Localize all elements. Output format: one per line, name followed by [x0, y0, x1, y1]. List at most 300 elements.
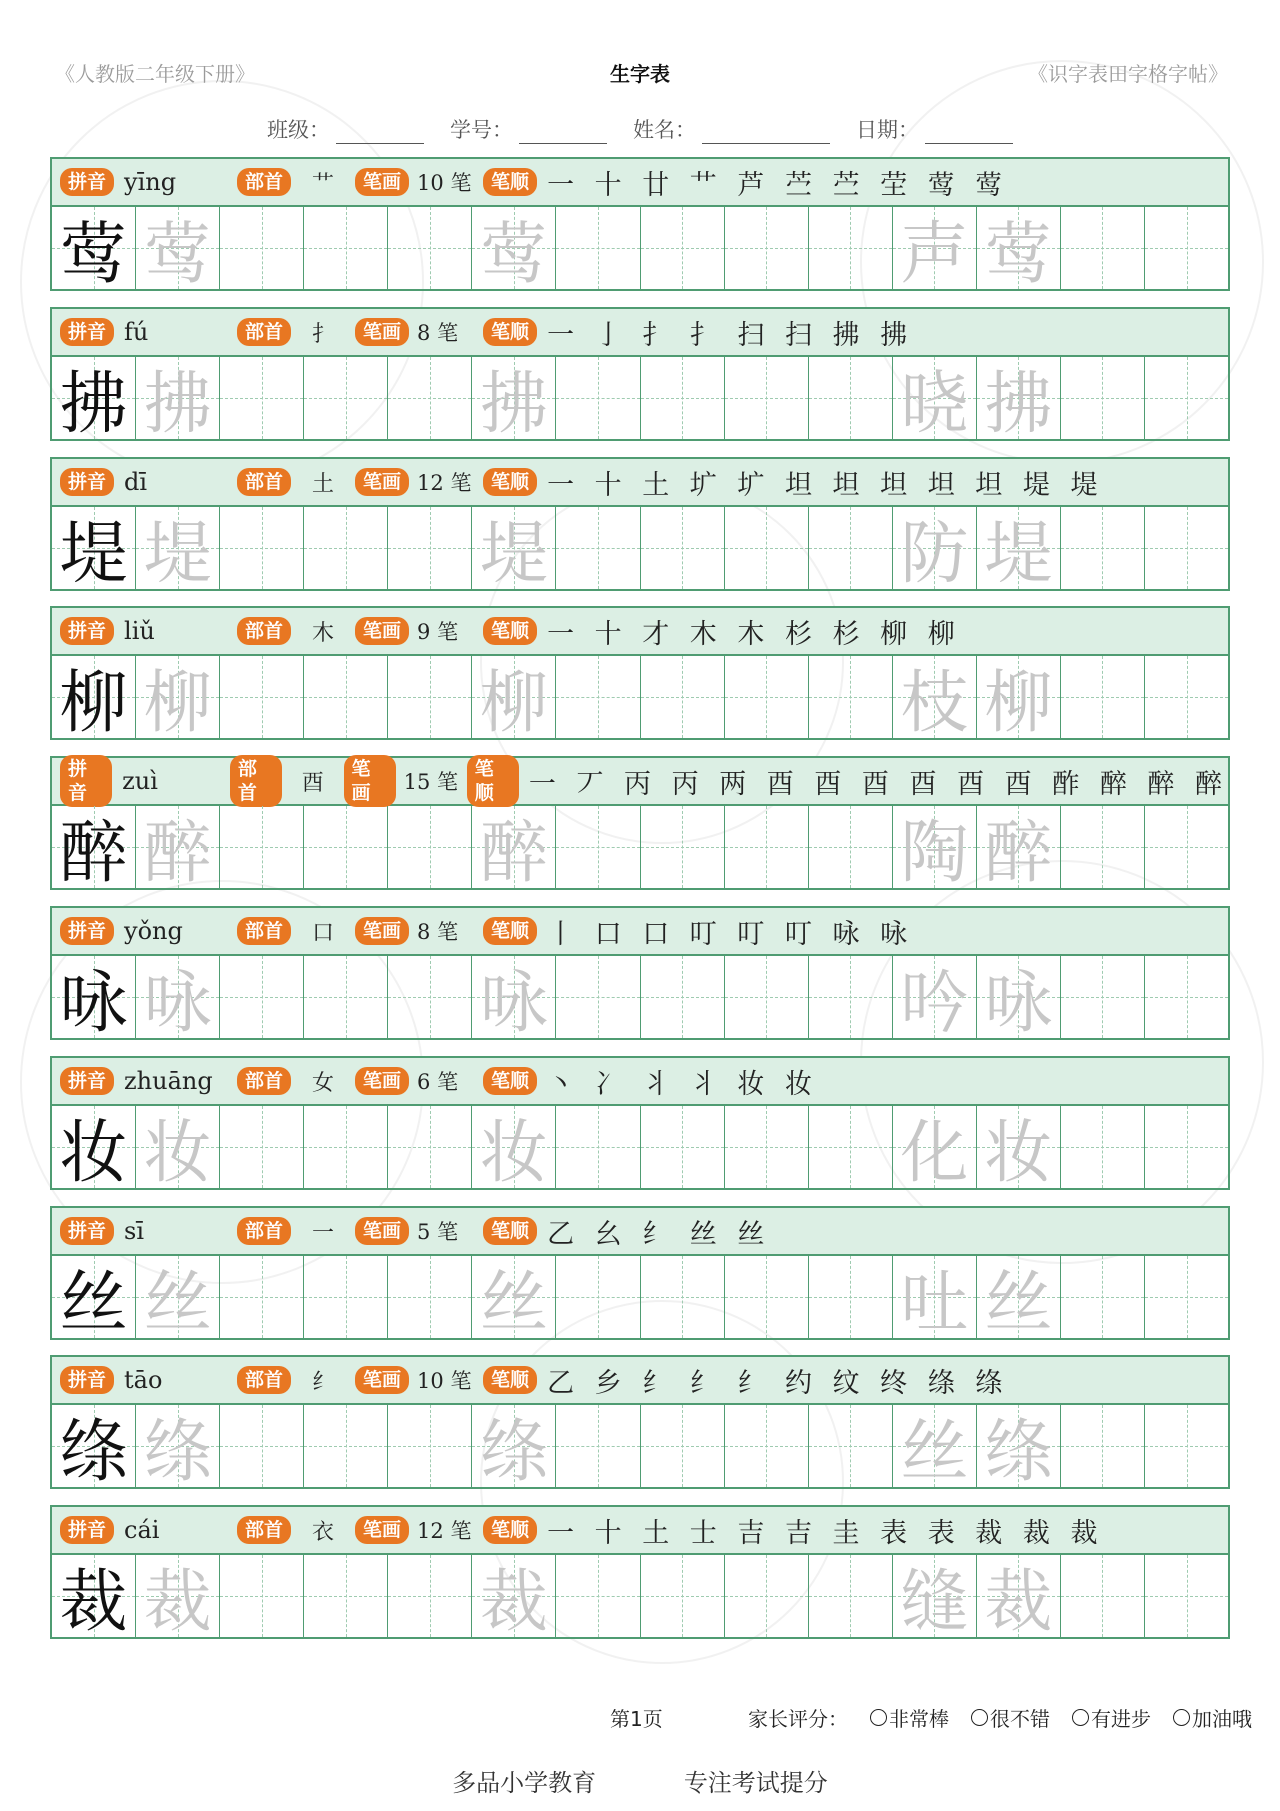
grid-cell[interactable]	[809, 207, 893, 289]
stroke-count-value: 10 笔	[417, 171, 472, 195]
grid-cell[interactable]	[304, 656, 388, 738]
grid-cell[interactable]	[388, 1405, 472, 1487]
trace-character: 晓	[900, 364, 969, 439]
grid-cell[interactable]	[220, 1256, 304, 1338]
strokes-badge: 笔画	[355, 1067, 409, 1095]
stroke-count-value: 15 笔	[403, 770, 459, 794]
trace-character: 莺	[143, 214, 212, 289]
grid-cell[interactable]	[893, 207, 977, 289]
grid-cell[interactable]	[1145, 1555, 1228, 1637]
trace-character: 咏	[479, 963, 548, 1038]
model-character: 丝	[59, 1263, 128, 1338]
grid-cell[interactable]	[1061, 1555, 1145, 1637]
grid-cell[interactable]	[136, 1256, 220, 1338]
trace-character: 丝	[143, 1263, 212, 1338]
grid-cell[interactable]	[52, 806, 136, 888]
model-character: 绦	[59, 1412, 128, 1487]
grid-cell[interactable]	[556, 1405, 640, 1487]
stroke-order-value: 乙 乡 纟 纟 纟 约 纹 终 绦 绦	[547, 1367, 1009, 1399]
grid-cell[interactable]	[893, 656, 977, 738]
character-block	[50, 1206, 1230, 1340]
stroke-order-badge: 笔顺	[483, 1067, 537, 1095]
grid-cell[interactable]	[1145, 656, 1228, 738]
grid-cell[interactable]	[472, 1256, 556, 1338]
grid-cell[interactable]	[1061, 357, 1145, 439]
grid-cell[interactable]	[641, 806, 725, 888]
trace-character: 陶	[900, 813, 969, 888]
radical-value: 口	[312, 920, 335, 946]
trace-character: 醉	[143, 813, 212, 888]
grid-cell[interactable]	[725, 1405, 809, 1487]
stroke-order-badge: 笔顺	[467, 755, 519, 807]
grid-cell[interactable]	[556, 956, 640, 1038]
trace-character: 咏	[143, 963, 212, 1038]
practice-grid	[50, 1104, 1230, 1190]
radical-badge: 部首	[237, 1217, 291, 1245]
grid-cell[interactable]	[304, 507, 388, 589]
radical-badge: 部首	[237, 168, 291, 196]
strokes-badge: 笔画	[355, 168, 409, 196]
stroke-order-value: 一 亅 扌 扌 扫 扫 拂 拂	[547, 319, 914, 351]
trace-character: 绦	[143, 1412, 212, 1487]
stroke-order-badge: 笔顺	[483, 168, 537, 196]
radio-circle-icon	[1072, 1709, 1089, 1726]
edition-label: 《人教版二年级下册》	[55, 62, 255, 86]
grid-cell[interactable]	[52, 357, 136, 439]
stroke-count-value: 8 笔	[417, 321, 459, 345]
grid-cell[interactable]	[220, 656, 304, 738]
grid-cell[interactable]	[725, 507, 809, 589]
trace-character: 绦	[984, 1412, 1053, 1487]
grid-cell[interactable]	[304, 1256, 388, 1338]
grid-cell[interactable]	[1145, 207, 1228, 289]
grid-cell[interactable]	[388, 1555, 472, 1637]
strokes-badge: 笔画	[355, 917, 409, 945]
grid-cell[interactable]	[977, 1106, 1061, 1188]
grid-cell[interactable]	[977, 1555, 1061, 1637]
grid-cell[interactable]	[220, 507, 304, 589]
grid-cell[interactable]	[641, 956, 725, 1038]
stroke-order-badge: 笔顺	[483, 468, 537, 496]
grid-cell[interactable]	[388, 1256, 472, 1338]
grid-cell[interactable]	[304, 1555, 388, 1637]
model-character: 堤	[59, 514, 128, 589]
grid-cell[interactable]	[1145, 1405, 1228, 1487]
grid-cell[interactable]	[556, 1555, 640, 1637]
character-block	[50, 1056, 1230, 1190]
grid-cell[interactable]	[136, 357, 220, 439]
grid-cell[interactable]	[52, 207, 136, 289]
stroke-order-value: 一 十 才 木 木 杉 杉 柳 柳	[547, 618, 961, 650]
grid-cell[interactable]	[136, 806, 220, 888]
grid-cell[interactable]	[556, 357, 640, 439]
radical-badge: 部首	[230, 755, 282, 807]
stroke-order-value: 一 十 土 士 吉 吉 圭 表 表 裁 裁 裁	[547, 1517, 1104, 1549]
grid-cell[interactable]	[472, 1555, 556, 1637]
grid-cell[interactable]	[809, 1256, 893, 1338]
grid-cell[interactable]	[472, 956, 556, 1038]
grid-cell[interactable]	[977, 507, 1061, 589]
grid-cell[interactable]	[809, 656, 893, 738]
radio-circle-icon	[1173, 1709, 1190, 1726]
pinyin-badge: 拼音	[60, 917, 114, 945]
strokes-badge: 笔画	[355, 617, 409, 645]
grid-cell[interactable]	[725, 1256, 809, 1338]
model-character: 柳	[59, 663, 128, 738]
trace-character: 柳	[479, 663, 548, 738]
grid-cell[interactable]	[809, 806, 893, 888]
pinyin-badge: 拼音	[60, 1366, 114, 1394]
grid-cell[interactable]	[136, 207, 220, 289]
model-character: 妆	[59, 1113, 128, 1188]
grid-cell[interactable]	[388, 507, 472, 589]
trace-character: 堤	[143, 514, 212, 589]
grid-cell[interactable]	[1061, 1106, 1145, 1188]
pinyin-badge: 拼音	[60, 318, 114, 346]
grid-cell[interactable]	[220, 207, 304, 289]
practice-grid	[50, 654, 1230, 740]
grid-cell[interactable]	[220, 357, 304, 439]
grid-cell[interactable]	[220, 1405, 304, 1487]
grid-cell[interactable]	[809, 357, 893, 439]
grid-cell[interactable]	[1061, 656, 1145, 738]
page-number: 第1页	[610, 1707, 663, 1731]
trace-character: 枝	[900, 663, 969, 738]
trace-character: 堤	[984, 514, 1053, 589]
class-field[interactable]: 班级：	[267, 114, 424, 144]
trace-character: 醉	[984, 813, 1053, 888]
radical-badge: 部首	[237, 1516, 291, 1544]
grid-cell[interactable]	[220, 956, 304, 1038]
pinyin-badge: 拼音	[60, 468, 114, 496]
model-character: 咏	[59, 963, 128, 1038]
stroke-order-badge: 笔顺	[483, 617, 537, 645]
radical-value: 酉	[301, 770, 324, 796]
trace-character: 防	[900, 514, 969, 589]
grid-cell[interactable]	[1145, 357, 1228, 439]
grid-cell[interactable]	[1061, 1405, 1145, 1487]
grid-cell[interactable]	[725, 956, 809, 1038]
character-info-bar	[50, 1355, 1230, 1403]
character-block	[50, 457, 1230, 591]
trace-character: 拂	[984, 364, 1053, 439]
stroke-count-value: 9 笔	[417, 620, 459, 644]
trace-character: 声	[900, 214, 969, 289]
character-info-bar	[50, 1056, 1230, 1104]
trace-character: 莺	[479, 214, 548, 289]
grid-cell[interactable]	[52, 1405, 136, 1487]
grid-cell[interactable]	[809, 1555, 893, 1637]
grid-cell[interactable]	[304, 806, 388, 888]
grid-cell[interactable]	[725, 357, 809, 439]
pinyin-value: fú	[124, 318, 149, 346]
pinyin-value: zhuāng	[124, 1067, 213, 1095]
grid-cell[interactable]	[388, 357, 472, 439]
stroke-order-badge: 笔顺	[483, 318, 537, 346]
grid-cell[interactable]	[725, 1106, 809, 1188]
grid-cell[interactable]	[641, 1555, 725, 1637]
grid-cell[interactable]	[556, 806, 640, 888]
character-block	[50, 606, 1230, 740]
grid-cell[interactable]	[136, 1106, 220, 1188]
pinyin-value: yīng	[124, 168, 177, 196]
pinyin-badge: 拼音	[60, 1067, 114, 1095]
radical-value: 一	[312, 1220, 335, 1246]
stroke-order-badge: 笔顺	[483, 1217, 537, 1245]
grid-cell[interactable]	[641, 357, 725, 439]
rating-option-improved[interactable]: 有进步	[1072, 1703, 1151, 1732]
character-info-bar	[50, 756, 1230, 804]
grid-cell[interactable]	[809, 1106, 893, 1188]
grid-cell[interactable]	[556, 1256, 640, 1338]
grid-cell[interactable]	[1145, 507, 1228, 589]
page-title: 生字表	[610, 62, 670, 86]
stroke-count-value: 6 笔	[417, 1070, 459, 1094]
grid-cell[interactable]	[725, 1555, 809, 1637]
grid-cell[interactable]	[725, 656, 809, 738]
grid-cell[interactable]	[641, 656, 725, 738]
pinyin-value: dī	[124, 468, 148, 496]
radio-circle-icon	[971, 1709, 988, 1726]
grid-cell[interactable]	[304, 1405, 388, 1487]
grid-cell[interactable]	[556, 1106, 640, 1188]
grid-cell[interactable]	[893, 357, 977, 439]
trace-character: 绦	[479, 1412, 548, 1487]
pinyin-value: liǔ	[124, 617, 155, 645]
practice-grid	[50, 1553, 1230, 1639]
grid-cell[interactable]	[893, 806, 977, 888]
parent-rating	[748, 1703, 1252, 1732]
series-label: 《识字表田字格字帖》	[1028, 62, 1228, 86]
grid-cell[interactable]	[977, 207, 1061, 289]
trace-character: 丝	[479, 1263, 548, 1338]
trace-character: 吐	[900, 1263, 969, 1338]
grid-cell[interactable]	[304, 956, 388, 1038]
grid-cell[interactable]	[472, 357, 556, 439]
brand-name: 多品小学教育	[452, 1769, 597, 1797]
grid-cell[interactable]	[472, 207, 556, 289]
model-character: 醉	[59, 813, 128, 888]
grid-cell[interactable]	[472, 1106, 556, 1188]
grid-cell[interactable]	[472, 1405, 556, 1487]
practice-grid	[50, 1403, 1230, 1489]
grid-cell[interactable]	[977, 956, 1061, 1038]
trace-character: 醉	[479, 813, 548, 888]
trace-character: 堤	[479, 514, 548, 589]
radical-value: 艹	[312, 171, 335, 197]
grid-cell[interactable]	[1145, 956, 1228, 1038]
radical-badge: 部首	[237, 1067, 291, 1095]
trace-character: 吟	[900, 963, 969, 1038]
grid-cell[interactable]	[1061, 1256, 1145, 1338]
grid-cell[interactable]	[725, 207, 809, 289]
grid-cell[interactable]	[556, 656, 640, 738]
grid-cell[interactable]	[977, 806, 1061, 888]
rating-option-keep-going[interactable]: 加油哦	[1173, 1703, 1252, 1732]
pinyin-badge: 拼音	[60, 1217, 114, 1245]
rating-option-excellent[interactable]: 非常棒	[870, 1703, 949, 1732]
trace-character: 裁	[479, 1562, 548, 1637]
stroke-order-value: 丶 冫 丬 丬 妆 妆	[547, 1068, 818, 1100]
grid-cell[interactable]	[1061, 507, 1145, 589]
trace-character: 拂	[479, 364, 548, 439]
trace-character: 裁	[143, 1562, 212, 1637]
grid-cell[interactable]	[388, 207, 472, 289]
grid-cell[interactable]	[388, 956, 472, 1038]
character-block	[50, 1355, 1230, 1489]
stroke-order-value: 乙 幺 纟 丝 丝	[547, 1218, 771, 1250]
grid-cell[interactable]	[893, 956, 977, 1038]
practice-grid	[50, 1254, 1230, 1340]
stroke-order-value: 一 十 土 圹 圹 坦 坦 坦 坦 坦 堤 堤	[547, 469, 1104, 501]
practice-grid	[50, 954, 1230, 1040]
grid-cell[interactable]	[641, 1106, 725, 1188]
grid-cell[interactable]	[1061, 806, 1145, 888]
character-block	[50, 307, 1230, 441]
pinyin-badge: 拼音	[60, 617, 114, 645]
model-character: 拂	[59, 364, 128, 439]
practice-grid	[50, 355, 1230, 441]
grid-cell[interactable]	[1145, 1106, 1228, 1188]
stroke-count-value: 8 笔	[417, 920, 459, 944]
grid-cell[interactable]	[641, 1405, 725, 1487]
radical-badge: 部首	[237, 1366, 291, 1394]
strokes-badge: 笔画	[355, 1366, 409, 1394]
stroke-order-badge: 笔顺	[483, 1516, 537, 1544]
grid-cell[interactable]	[1061, 956, 1145, 1038]
grid-cell[interactable]	[977, 1256, 1061, 1338]
grid-cell[interactable]	[641, 507, 725, 589]
practice-grid	[50, 804, 1230, 890]
radical-value: 木	[312, 620, 335, 646]
student-number-field[interactable]: 学号：	[450, 114, 607, 144]
pinyin-value: zuì	[122, 767, 158, 795]
grid-cell[interactable]	[893, 1256, 977, 1338]
grid-cell[interactable]	[304, 357, 388, 439]
grid-cell[interactable]	[809, 956, 893, 1038]
character-info-bar	[50, 307, 1230, 355]
radical-badge: 部首	[237, 318, 291, 346]
grid-cell[interactable]	[136, 1555, 220, 1637]
grid-cell[interactable]	[136, 956, 220, 1038]
grid-cell[interactable]	[977, 1405, 1061, 1487]
character-block	[50, 906, 1230, 1040]
grid-cell[interactable]	[893, 507, 977, 589]
character-info-bar	[50, 1505, 1230, 1553]
radical-value: 纟	[312, 1369, 335, 1395]
strokes-badge: 笔画	[355, 1217, 409, 1245]
strokes-badge: 笔画	[355, 1516, 409, 1544]
trace-character: 缝	[900, 1562, 969, 1637]
character-block	[50, 157, 1230, 291]
radical-badge: 部首	[237, 468, 291, 496]
trace-character: 妆	[143, 1113, 212, 1188]
name-field[interactable]: 姓名：	[633, 114, 830, 144]
character-info-bar	[50, 606, 1230, 654]
stroke-order-value: 丨 口 口 叮 叮 叮 咏 咏	[547, 918, 914, 950]
grid-cell[interactable]	[52, 656, 136, 738]
grid-cell[interactable]	[220, 806, 304, 888]
grid-cell[interactable]	[52, 1256, 136, 1338]
grid-cell[interactable]	[136, 1405, 220, 1487]
grid-cell[interactable]	[52, 507, 136, 589]
grid-cell[interactable]	[136, 656, 220, 738]
trace-character: 拂	[143, 364, 212, 439]
grid-cell[interactable]	[304, 207, 388, 289]
stroke-count-value: 5 笔	[417, 1220, 459, 1244]
grid-cell[interactable]	[304, 1106, 388, 1188]
trace-character: 莺	[984, 214, 1053, 289]
strokes-badge: 笔画	[355, 468, 409, 496]
grid-cell[interactable]	[641, 1256, 725, 1338]
trace-character: 柳	[143, 663, 212, 738]
model-character: 裁	[59, 1562, 128, 1637]
stroke-count-value: 10 笔	[417, 1369, 472, 1393]
grid-cell[interactable]	[641, 207, 725, 289]
grid-cell[interactable]	[472, 806, 556, 888]
radio-circle-icon	[870, 1709, 887, 1726]
grid-cell[interactable]	[893, 1106, 977, 1188]
grid-cell[interactable]	[725, 806, 809, 888]
rating-option-good[interactable]: 很不错	[971, 1703, 1050, 1732]
radical-value: 土	[312, 471, 335, 497]
grid-cell[interactable]	[388, 806, 472, 888]
grid-cell[interactable]	[893, 1405, 977, 1487]
grid-cell[interactable]	[1145, 1256, 1228, 1338]
grid-cell[interactable]	[220, 1555, 304, 1637]
grid-cell[interactable]	[472, 507, 556, 589]
brand-slogan: 专注考试提分	[683, 1769, 828, 1797]
grid-cell[interactable]	[893, 1555, 977, 1637]
pinyin-value: tāo	[124, 1366, 163, 1394]
grid-cell[interactable]	[1061, 207, 1145, 289]
stroke-order-badge: 笔顺	[483, 917, 537, 945]
grid-cell[interactable]	[388, 1106, 472, 1188]
grid-cell[interactable]	[556, 507, 640, 589]
grid-cell[interactable]	[556, 207, 640, 289]
grid-cell[interactable]	[809, 1405, 893, 1487]
grid-cell[interactable]	[220, 1106, 304, 1188]
radical-badge: 部首	[237, 917, 291, 945]
grid-cell[interactable]	[52, 956, 136, 1038]
radical-badge: 部首	[237, 617, 291, 645]
grid-cell[interactable]	[472, 656, 556, 738]
grid-cell[interactable]	[1145, 806, 1228, 888]
practice-grid	[50, 205, 1230, 291]
trace-character: 丝	[984, 1263, 1053, 1338]
grid-cell[interactable]	[977, 357, 1061, 439]
grid-cell[interactable]	[52, 1106, 136, 1188]
trace-character: 柳	[984, 663, 1053, 738]
pinyin-value: sī	[124, 1217, 145, 1245]
grid-cell[interactable]	[136, 507, 220, 589]
grid-cell[interactable]	[977, 656, 1061, 738]
footer-brand	[0, 1763, 1280, 1798]
character-block	[50, 756, 1230, 890]
character-info-bar	[50, 1206, 1230, 1254]
trace-character: 咏	[984, 963, 1053, 1038]
grid-cell[interactable]	[809, 507, 893, 589]
trace-character: 裁	[984, 1562, 1053, 1637]
date-field[interactable]: 日期：	[856, 114, 1013, 144]
character-info-bar	[50, 157, 1230, 205]
radical-value: 扌	[312, 321, 335, 347]
trace-character: 丝	[900, 1412, 969, 1487]
pinyin-value: yǒng	[124, 917, 183, 945]
grid-cell[interactable]	[52, 1555, 136, 1637]
grid-cell[interactable]	[388, 656, 472, 738]
model-character: 莺	[59, 214, 128, 289]
